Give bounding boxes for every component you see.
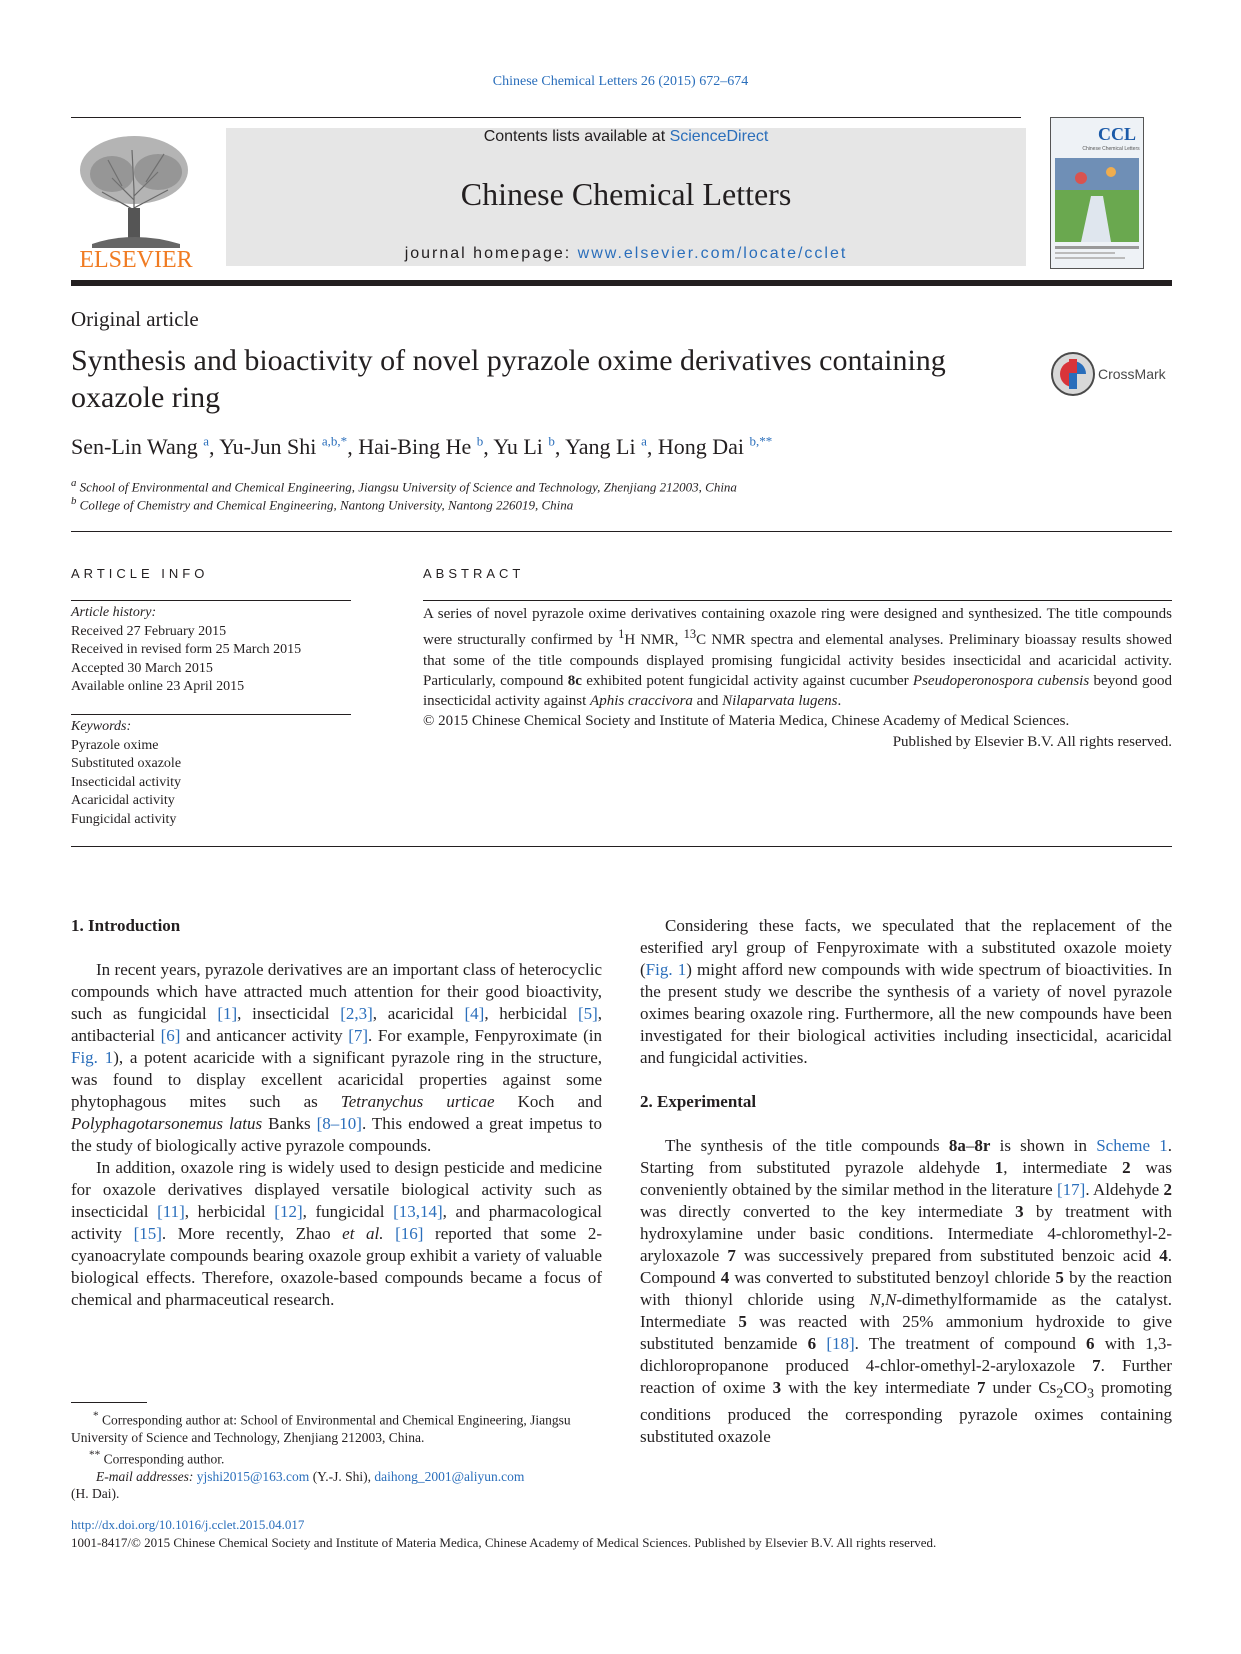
cover-title: CCL [1097, 124, 1137, 144]
crossmark-badge[interactable] [1050, 351, 1180, 397]
header-top-rule [71, 117, 1021, 118]
crossmark-icon [1050, 351, 1180, 397]
author-list: Sen-Lin Wang $^a$, Yu-Jun Shi $^{a,b,*}$, Hai-Bing He $^b$, Yu Li $^b$, Yang Li $^a$, Hong Dai $^{b,**}$ [71, 434, 773, 460]
divider [71, 600, 351, 601]
keyword: Acaricidal activity [71, 793, 175, 808]
contents-line [226, 128, 1026, 146]
paragraph: The synthesis of the title compounds 8a–8r is shown in Scheme 1. Starting from substituted pyrazole aldehyde 1, intermediate 2 was conveniently obtained by the similar method in the literature [17]. Aldehyde 2 was directly converted to the key intermediate 3 by treatment with hydroxylamine under basic conditions. Intermediate 4-chloromethyl-2-aryloxazole 7 was successively prepared from substituted benzoic acid 4. Compound 4 was converted to substituted benzoyl chloride 5 by the reaction with thionyl chloride using N,N-dimethylformamide as the catalyst. Intermediate 5 was reacted with 25% ammonium hydroxide to give substituted benzamide 6 [18]. The treatment of compound 6 with 1,3-dichloropropanone produced 4-chlor-omethyl-2-aryloxazole 7. Further reaction of oxime 3 with the key intermediate 7 under $Cs_2CO_3$ promoting conditions produced the corresponding pyrazole oximes containing substituted oxazole [640, 1136, 1172, 1447]
divider [423, 600, 1172, 601]
history-revised: Received in revised form 25 March 2015 [71, 642, 302, 657]
history-accepted: Accepted 30 March 2015 [71, 660, 213, 676]
email-link[interactable]: daihong_2001@aliyun.com [374, 1468, 525, 1484]
author: Sen-Lin Wang $^a$ [71, 434, 210, 460]
history-online: Available online 23 April 2015 [71, 679, 245, 694]
citation-link[interactable]: [11] [157, 1202, 185, 1221]
affiliation-b: $^b$ College of Chemistry and Chemical Engineering, Nantong University, Nantong 226019, China [71, 495, 574, 513]
author-affiliation-mark[interactable]: a [641, 434, 647, 449]
author-affiliation-mark[interactable]: b [476, 434, 484, 449]
abstract-copyright: © 2015 Chinese Chemical Society and Institute of Materia Medica, Chinese Academy of Medical Sciences. [423, 713, 1070, 730]
keywords [71, 718, 181, 829]
divider [71, 846, 1172, 847]
keyword: Insecticidal activity [71, 774, 182, 790]
citation-link[interactable]: [8–10] [316, 1114, 362, 1133]
citation-link[interactable]: [5] [577, 1004, 598, 1023]
citation-link[interactable]: [15] [133, 1224, 162, 1243]
author: Hai-Bing He $^b$ [358, 434, 484, 460]
citation-link[interactable]: [13,14] [393, 1202, 443, 1221]
homepage-prefix: journal homepage: [404, 245, 578, 262]
author-affiliation-mark[interactable]: b,** [749, 434, 773, 449]
body-column-right [640, 915, 1172, 1448]
affiliation-a: $^a$ School of Environmental and Chemical Engineering, Jiangsu University of Science and Technology, Zhenjiang 212003, China [71, 477, 737, 495]
footnote-corresponding-1: * Corresponding author at: School of Environmental and Chemical Engineering, Jiangsu University of Science and Technology, Zhenjiang 212003, China. [71, 1410, 571, 1445]
doi-link[interactable]: http://dx.doi.org/10.1016/j.cclet.2015.04.017 [71, 1517, 305, 1532]
abstract-published: Published by Elsevier B.V. All rights reserved. [892, 733, 1172, 750]
section-heading-introduction: 1. Introduction [71, 916, 181, 935]
author: Hong Dai $^{b,**}$ [657, 434, 773, 460]
journal-cover [1050, 117, 1144, 269]
section-heading-experimental: 2. Experimental [640, 1092, 757, 1111]
paragraph: In recent years, pyrazole derivatives are an important class of heterocyclic compounds which have attracted much attention for their good bioactivity, such as fungicidal [1], insecticidal [2,3], acaricidal [4], herbicidal [5], antibacterial [6] and anticancer activity [7]. For example, Fenpyroximate (in Fig. 1), a potent acaricide with a significant pyrazole ring in the structure, was found to display excellent acaricidal properties against some phytophagous mites such as Tetranychus urticae Koch and Polyphagotarsonemus latus Banks [8–10]. This endowed a great impetus to the study of biologically active pyrazole compounds. [71, 960, 603, 1155]
keyword: Pyrazole oxime [71, 737, 159, 753]
figure-link[interactable]: Fig. 1 [71, 1048, 114, 1067]
keyword: Fungicidal activity [71, 811, 177, 827]
article-type: Original article [71, 307, 199, 331]
footnote-emails: E-mail addresses: yjshi2015@163.com (Y.-J. Shi), daihong_2001@aliyun.com [96, 1468, 525, 1484]
author-affiliation-mark[interactable]: b [548, 434, 555, 449]
article-history [71, 604, 301, 697]
paragraph: In addition, oxazole ring is widely used to design pesticide and medicine for oxazole derivatives displayed versatile biological activity such as insecticidal [11], herbicidal [12], fungicidal [13,14], and pharmacological activity [15]. More recently, Zhao et al. [16] reported that some 2-cyanoacrylate compounds bearing oxazole group exhibit a variety of valuable biological effects. Therefore, oxazole-based compounds became a focus of chemical and pharmaceutical research. [71, 1158, 603, 1309]
journal-citation[interactable]: Chinese Chemical Letters 26 (2015) 672–674 [492, 74, 749, 89]
email-link[interactable]: yjshi2015@163.com [196, 1468, 310, 1484]
author: Yang Li $^a$ [565, 434, 647, 460]
cover-illustration [1051, 118, 1143, 268]
divider [71, 714, 351, 715]
elsevier-tree-logo [72, 130, 200, 270]
paragraph: Considering these facts, we speculated that the replacement of the esterified aryl group of Fenpyroximate with a substituted oxazole moiety (Fig. 1) might afford new compounds with wide spectrum of bioactivities. In the present study we describe the synthesis of a variety of novel pyrazole oximes bearing oxazole ring. Furthermore, all the new compounds have been investigated for their biological activities including insecticidal, acaricidal and fungicidal activities. [640, 916, 1172, 1067]
sciencedirect-link[interactable]: ScienceDirect [669, 128, 769, 145]
contents-prefix: Contents lists available at [483, 128, 670, 145]
keywords-label: Keywords: [71, 719, 132, 734]
citation-link[interactable]: [17] [1057, 1180, 1086, 1199]
issn-copyright: 1001-8417/© 2015 Chinese Chemical Society and Institute of Materia Medica, Chinese Academy of Medical Sciences. Published by Elsevier B.V. All rights reserved. [71, 1535, 937, 1550]
article-title: Synthesis and bioactivity of novel pyrazole oxime derivatives containing oxazole ring [71, 344, 946, 414]
history-label: Article history: [71, 605, 157, 620]
article-info-heading: ARTICLE INFO [71, 566, 209, 581]
figure-link[interactable]: Fig. 1 [645, 960, 687, 979]
history-received: Received 27 February 2015 [71, 623, 227, 639]
citation-link[interactable]: [7] [348, 1026, 369, 1045]
scheme-link[interactable]: Scheme 1 [1096, 1136, 1168, 1155]
homepage-link[interactable]: www.elsevier.com/locate/cclet [577, 245, 848, 262]
author-affiliation-mark[interactable]: a [203, 434, 210, 449]
footnote-corresponding-2: ** Corresponding author. [89, 1448, 225, 1466]
footnotes [71, 1408, 602, 1503]
author: Yu Li $^b$ [493, 434, 555, 460]
citation-link[interactable]: [6] [160, 1026, 181, 1045]
journal-homepage [226, 245, 1026, 263]
elsevier-wordmark: ELSEVIER [79, 247, 193, 270]
header-thick-rule [71, 280, 1172, 286]
citation-link[interactable]: [1] [217, 1004, 238, 1023]
citation-link[interactable]: [12] [274, 1202, 303, 1221]
abstract-heading: ABSTRACT [423, 566, 525, 581]
author: Yu-Jun Shi $^{a,b,*}$ [219, 434, 348, 460]
keyword: Substituted oxazole [71, 756, 182, 771]
author-affiliation-mark[interactable]: a,b,* [321, 434, 348, 449]
divider [71, 531, 1172, 532]
footnote-rule [71, 1402, 147, 1403]
crossmark-label: CrossMark [1098, 366, 1166, 382]
citation-link[interactable]: [18] [826, 1334, 855, 1353]
abstract-text: A series of novel pyrazole oxime derivatives containing oxazole ring were designed and synthesized. The title compounds were structurally confirmed by $^1$H NMR, $^{13}$C NMR spectra and elemental analyses. Preliminary bioassay results showed that some of the title compounds displayed promising fungicidal activity besides insecticidal and acaricidal activity. Particularly, compound 8c exhibited potent fungicidal activity against cucumber Pseudoperonospora cubensis beyond good insecticidal activity against Aphis craccivora and Nilaparvata lugens. © 2015 Chinese Chemical Society and Institute of Materia Medica, Chinese Academy of Medical Sciences. Published by Elsevier B.V. All rights reserved. [423, 604, 1172, 752]
footnote-email-owner: (H. Dai). [71, 1486, 120, 1501]
citation-link[interactable]: [4] [464, 1004, 485, 1023]
journal-name: Chinese Chemical Letters [460, 176, 792, 212]
citation-link[interactable]: [16] [395, 1224, 424, 1243]
cover-subtitle: Chinese Chemical Letters [1082, 146, 1140, 152]
body-column-left [71, 915, 602, 1311]
citation-link[interactable]: [2,3] [340, 1004, 373, 1023]
